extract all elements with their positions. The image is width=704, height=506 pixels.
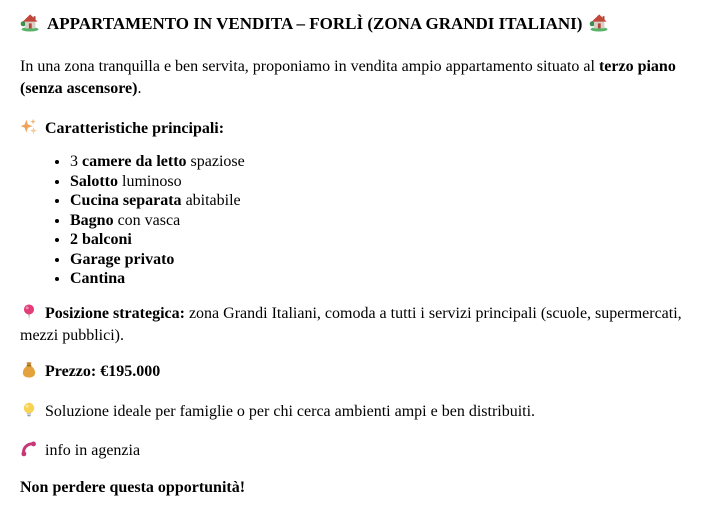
contact-paragraph	[20, 440, 684, 462]
list-item: • Cantina	[70, 269, 684, 289]
solution-text: Soluzione ideale per famiglie o per chi cerca ambienti ampi e ben distribuiti.	[45, 402, 536, 420]
closing-text: Non perdere questa opportunità!	[20, 478, 246, 496]
list-item: • Cucina separata abitabile	[70, 191, 684, 211]
list-item: • Garage privato	[70, 250, 684, 270]
price-text: Prezzo: €195.000	[45, 362, 161, 380]
list-item: • Bagno con vasca	[70, 211, 684, 231]
price-paragraph	[20, 361, 684, 383]
solution-paragraph	[20, 401, 684, 423]
features-list	[20, 152, 684, 289]
money-bag-icon	[20, 361, 38, 379]
phone-receiver-icon	[20, 440, 38, 458]
location-paragraph	[20, 303, 684, 347]
title-text: APPARTAMENTO IN VENDITA – FORLÌ (ZONA GRANDI ITALIANI)	[47, 14, 583, 33]
round-pushpin-icon	[20, 303, 38, 321]
intro-bold-text: terzo piano (senza ascensore)	[20, 58, 676, 97]
features-heading	[20, 118, 684, 140]
intro-suffix: .	[137, 80, 142, 97]
house-with-garden-icon	[589, 12, 609, 32]
location-text: zona Grandi Italiani, comoda a tutti i servizi principali (scuole, supermercati, mezzi pubblici).	[20, 304, 682, 344]
intro-text: In una zona tranquilla e ben servita, proponiamo in vendita ampio appartamento situato al	[20, 58, 599, 75]
page-title	[20, 12, 684, 36]
contact-text: info in agenzia	[45, 441, 141, 459]
features-heading-text: Caratteristiche principali:	[45, 120, 225, 137]
intro-paragraph	[20, 56, 684, 100]
list-item: • Salotto luminoso	[70, 172, 684, 192]
house-with-garden-icon	[20, 12, 40, 32]
closing-paragraph	[20, 477, 684, 499]
location-bold-text: Posizione strategica:	[45, 304, 185, 322]
list-item: • 3 camere da letto spaziose	[70, 152, 684, 172]
list-item: • 2 balconi	[70, 230, 684, 250]
light-bulb-icon	[20, 401, 38, 419]
sparkles-icon	[20, 118, 38, 136]
